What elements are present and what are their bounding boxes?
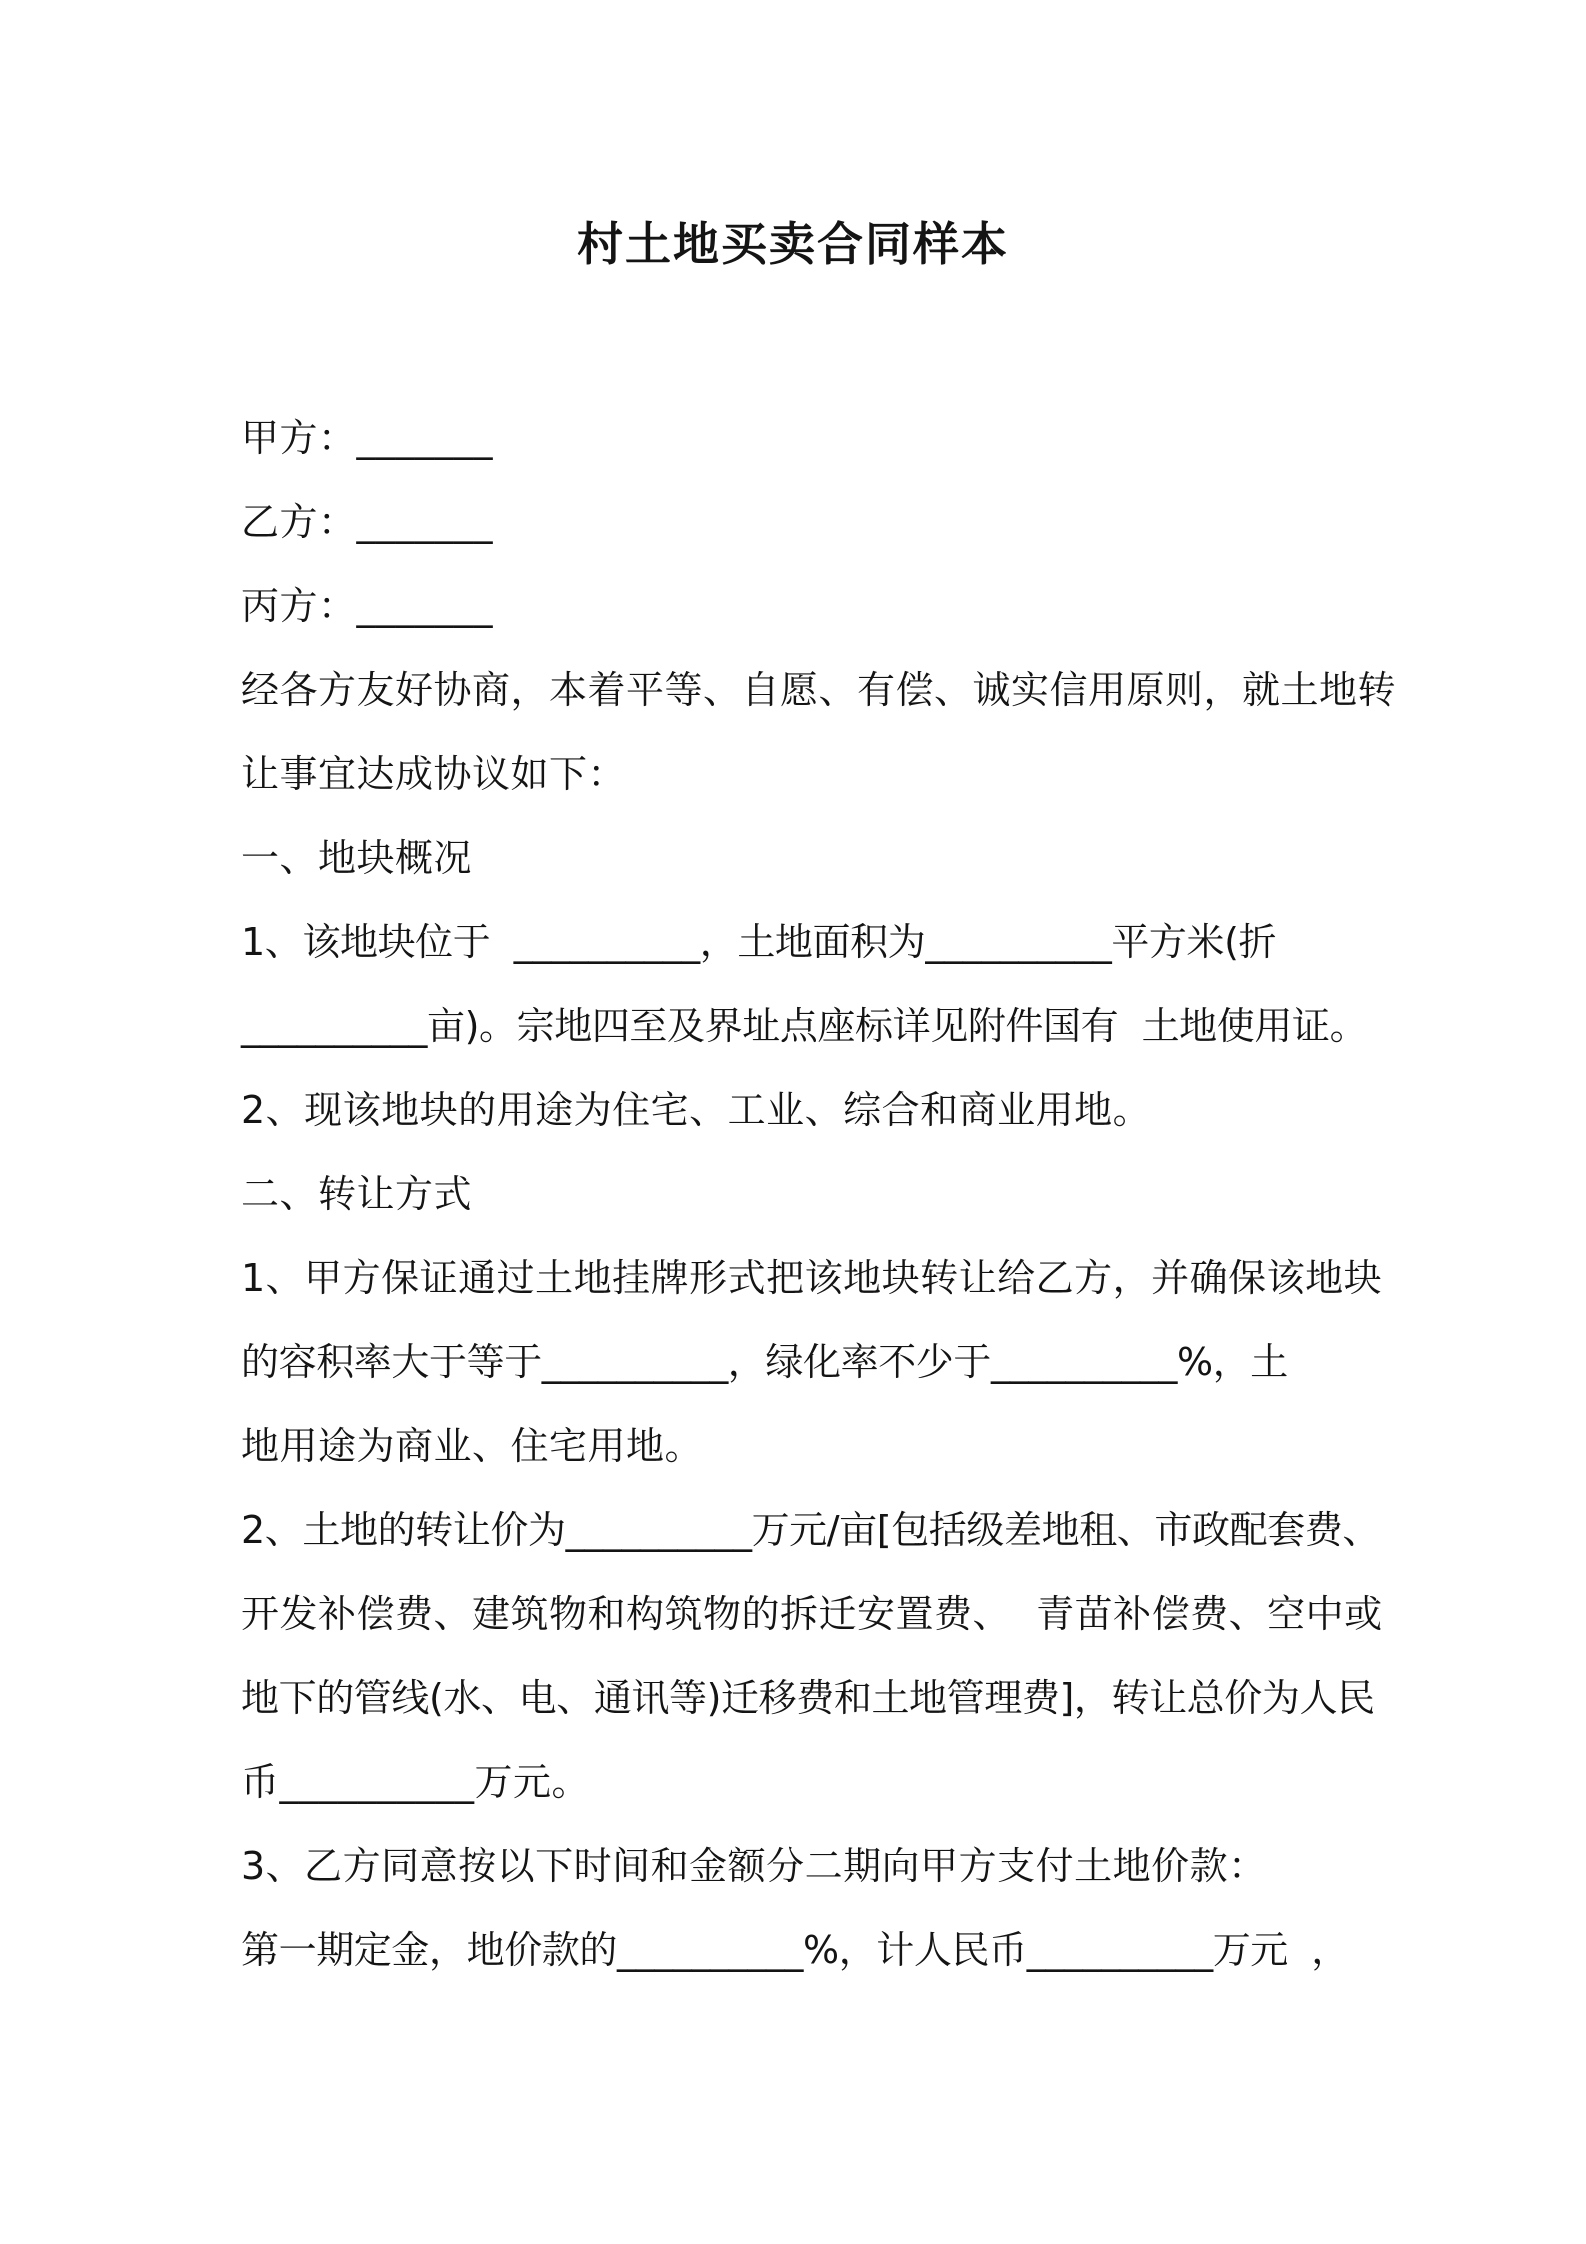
document-body [241, 408, 1397, 2004]
section-heading-2: 二、转让方式 [241, 1172, 473, 1216]
party-a-line: 甲方：_______ [241, 416, 494, 460]
paragraph-line: 3、乙方同意按以下时间和金额分二期向甲方支付土地价款： [241, 1844, 1267, 1888]
paragraph-line: 第一期定金，地价款的__________%，计人民币__________万元 ， [241, 1928, 1349, 1972]
party-b-line: 乙方：_______ [241, 500, 494, 544]
paragraph-line: __________亩)。宗地四至及界址点座标详见附件国有 土地使用证。 [241, 1004, 1368, 1048]
preamble-line-1: 经各方友好协商，本着平等、自愿、有偿、诚实信用原则，就土地转 [241, 668, 1397, 712]
paragraph-line: 1、该地块位于 __________，土地面积为__________平方米(折 [241, 920, 1277, 964]
party-c-line: 丙方：_______ [241, 584, 494, 628]
preamble-line-2: 让事宜达成协议如下： [241, 752, 627, 796]
paragraph-line: 2、土地的转让价为__________万元/亩[包括级差地租、市政配套费、 [241, 1508, 1381, 1552]
paragraph-line: 地下的管线(水、电、通讯等)迁移费和土地管理费]，转让总价为人民 [241, 1676, 1375, 1720]
section-heading-1: 一、地块概况 [241, 836, 473, 880]
paragraph-line: 币__________万元。 [241, 1760, 591, 1804]
paragraph-line: 1、甲方保证通过土地挂牌形式把该地块转让给乙方，并确保该地块 [241, 1256, 1383, 1300]
paragraph-line: 地用途为商业、住宅用地。 [241, 1424, 704, 1468]
document-title: 村土地买卖合同样本 [577, 217, 1009, 271]
paragraph-line: 的容积率大于等于__________，绿化率不少于__________%，土 [241, 1340, 1288, 1384]
paragraph-line: 开发补偿费、建筑物和构筑物的拆迁安置费、 青苗补偿费、空中或 [241, 1592, 1383, 1636]
paragraph-line: 2、现该地块的用途为住宅、工业、综合和商业用地。 [241, 1088, 1152, 1132]
